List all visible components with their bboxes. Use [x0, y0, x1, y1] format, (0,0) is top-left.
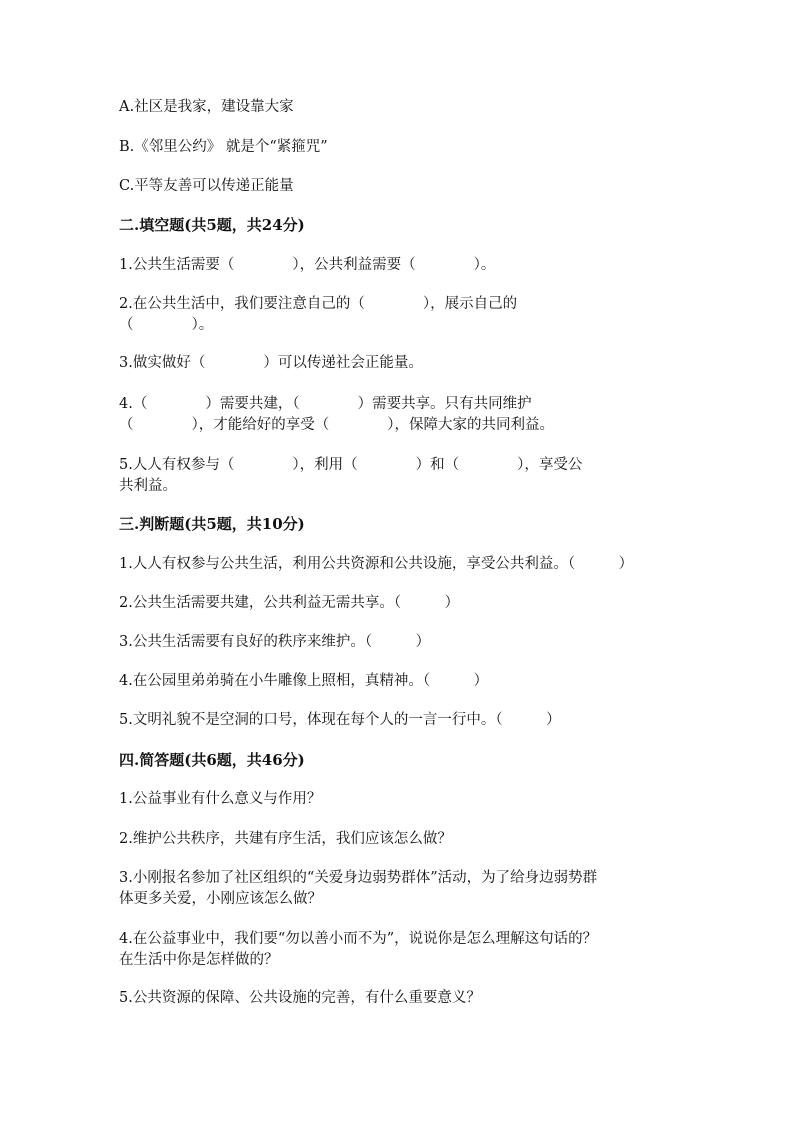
short-question-3-line-1: 3.小刚报名参加了社区组织的“关爱身边弱势群体”活动，为了给身边弱势群 [119, 870, 598, 886]
fill-question-2-line-1: 2.在公共生活中，我们要注意自己的（ ），展示自己的 [119, 296, 518, 312]
fill-question-5-line-2: 共利益。 [119, 478, 177, 494]
judge-question-5: 5.文明礼貌不是空洞的口号，体现在每个人的一言一行中。（ ） [119, 712, 561, 728]
fill-question-3: 3.做实做好（ ）可以传递社会正能量。 [119, 355, 423, 371]
short-question-4-line-2: 在生活中你是怎样做的？ [119, 952, 279, 968]
short-question-2: 2.维护公共秩序，共建有序生活，我们应该怎么做？ [119, 831, 452, 847]
judge-question-2: 2.公共生活需要共建，公共利益无需共享。（ ） [119, 595, 460, 611]
fill-question-4-line-1: 4.（ ）需要共建，（ ）需要共享。只有共同维护 [119, 396, 532, 412]
section-heading-fill-in: 二.填空题(共5题，共24分) [119, 216, 305, 234]
fill-question-1: 1.公共生活需要（ ），公共利益需要（ ）。 [119, 257, 496, 273]
short-question-5: 5.公共资源的保障、公共设施的完善，有什么重要意义？ [119, 990, 481, 1006]
judge-question-3: 3.公共生活需要有良好的秩序来维护。（ ） [119, 634, 431, 650]
option-c: C.平等友善可以传递正能量 [119, 178, 294, 194]
short-question-1: 1.公益事业有什么意义与作用？ [119, 791, 322, 807]
judge-question-4: 4.在公园里弟弟骑在小牛雕像上照相，真精神。（ ） [119, 673, 489, 689]
option-a: A.社区是我家，建设靠大家 [119, 99, 294, 115]
fill-question-2-line-2: （ ）。 [119, 317, 214, 333]
option-b: B.《邻里公约》 就是个“紧箍咒” [119, 139, 328, 155]
section-heading-true-false: 三.判断题(共5题，共10分) [119, 515, 305, 533]
judge-question-1: 1.人人有权参与公共生活，利用公共资源和公共设施，享受公共利益。（ ） [119, 556, 634, 572]
fill-question-4-line-2: （ ），才能给好的享受（ ），保障大家的共同利益。 [119, 417, 554, 433]
short-question-4-line-1: 4.在公益事业中，我们要“勿以善小而不为”，说说你是怎么理解这句话的？ [119, 931, 598, 947]
short-question-3-line-2: 体更多关爱，小刚应该怎么做？ [119, 891, 322, 907]
section-heading-short-answer: 四.简答题(共6题，共46分) [119, 751, 305, 769]
fill-question-5-line-1: 5.人人有权参与（ ），利用（ ）和（ ），享受公 [119, 457, 583, 473]
